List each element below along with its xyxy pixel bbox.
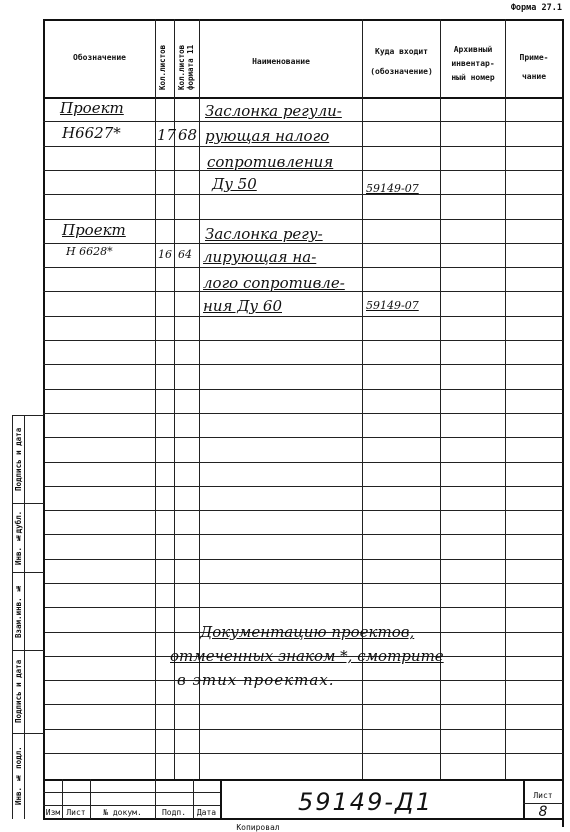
side-replace-inv: Взам.инв. № [14, 583, 23, 639]
footer-podp: Подп. [161, 808, 187, 817]
header-sheets-f11: Кол.листов формата 11 [177, 44, 195, 90]
header-note-1: Приме- [519, 53, 549, 62]
col-line-1 [155, 19, 156, 779]
row-line [43, 437, 563, 438]
entry-1-designation-1: Проект [60, 99, 124, 117]
entry-2-name-4: ния Ду 60 [203, 297, 282, 315]
side-sign-date-1: Подпись и дата [14, 427, 23, 491]
note-line-3: в этих проектах. [177, 671, 335, 689]
entry-2-designation-1: Проект [62, 221, 126, 239]
row-line [43, 729, 563, 730]
footer-sheet-no: 8 [538, 804, 548, 820]
row-line [43, 583, 563, 584]
document-code: 59149-Д1 [298, 788, 434, 816]
row-line [43, 559, 563, 560]
header-archive-3: ный номер [451, 73, 495, 82]
row-line [43, 340, 563, 341]
entry-2-name-3: лого сопротивле- [203, 274, 345, 292]
row-line [43, 121, 563, 122]
frame-right [562, 19, 564, 827]
side-sign-date-2: Подпись и дата [14, 659, 23, 724]
tb-v-5 [220, 779, 222, 819]
row-line [43, 364, 563, 365]
entry-2-designation-2: Н 6628* [66, 245, 113, 258]
header-where-2: (обозначение) [370, 67, 433, 76]
row-line [43, 267, 563, 268]
header-archive-2: инвентар- [451, 59, 495, 68]
entry-1-name-3: сопротивления [207, 153, 334, 171]
entry-1-sheets-f11: 68 [178, 126, 198, 144]
footer-sheet-label: Лист [533, 791, 553, 800]
col-line-3 [199, 19, 200, 779]
row-line [43, 413, 563, 414]
footer-list: Лист [66, 808, 86, 817]
header-note-2: чание [521, 72, 547, 81]
entry-2-sheets-f11: 64 [178, 248, 192, 261]
row-line [43, 194, 563, 195]
entry-1-name-4: Ду 50 [212, 175, 257, 193]
row-line [43, 462, 563, 463]
footer-copied: Копировал [236, 823, 280, 832]
note-line-1: Документацию проектов, [200, 623, 415, 641]
row-line [43, 316, 563, 317]
note-line-2: отмеченных знаком *, смотрите [170, 647, 444, 665]
header-designation: Обозначение [73, 53, 126, 62]
side-dup-inv: Инв. №дубл. [14, 510, 23, 565]
col-line-5 [440, 19, 441, 779]
title-block-top [43, 779, 563, 781]
row-line [43, 607, 563, 608]
row-line [43, 389, 563, 390]
entry-2-name-1: Заслонка регу- [205, 225, 323, 243]
side-orig-inv: Инв. № подл. [14, 746, 23, 806]
entry-2-name-2: лирующая на- [203, 248, 317, 266]
entry-1-designation-2: Н6627* [62, 124, 121, 142]
header-sheets: Кол.листов [158, 44, 167, 90]
row-line [43, 534, 563, 535]
side-strip-left [12, 415, 13, 819]
header-archive-1: Архивный [453, 45, 493, 54]
row-line [43, 486, 563, 487]
row-line [43, 753, 563, 754]
form-label: Форма 27.1 [510, 3, 562, 13]
row-line [43, 510, 563, 511]
header-where-1: Куда входит [375, 47, 428, 56]
row-line [43, 219, 563, 220]
row-line [43, 243, 563, 244]
frame-top [43, 19, 563, 21]
entry-1-name-1: Заслонка регули- [205, 102, 342, 120]
row-line [43, 146, 563, 147]
col-line-6 [505, 19, 506, 779]
footer-doc-no: № докум. [103, 808, 142, 817]
header-name: Наименование [252, 57, 310, 66]
footer-date: Дата [196, 808, 217, 817]
entry-1-where: 59149-07 [366, 182, 419, 195]
footer-izm: Изм [45, 808, 61, 817]
row-line [43, 704, 563, 705]
col-line-4 [362, 19, 363, 779]
entry-1-name-2: рующая налого [205, 127, 330, 145]
entry-2-sheets: 16 [158, 248, 172, 261]
side-strip-right [43, 415, 45, 819]
entry-2-where: 59149-07 [366, 299, 419, 312]
side-strip-mid [24, 415, 25, 819]
frame-bottom [43, 818, 563, 820]
entry-1-sheets: 17 [157, 126, 177, 144]
